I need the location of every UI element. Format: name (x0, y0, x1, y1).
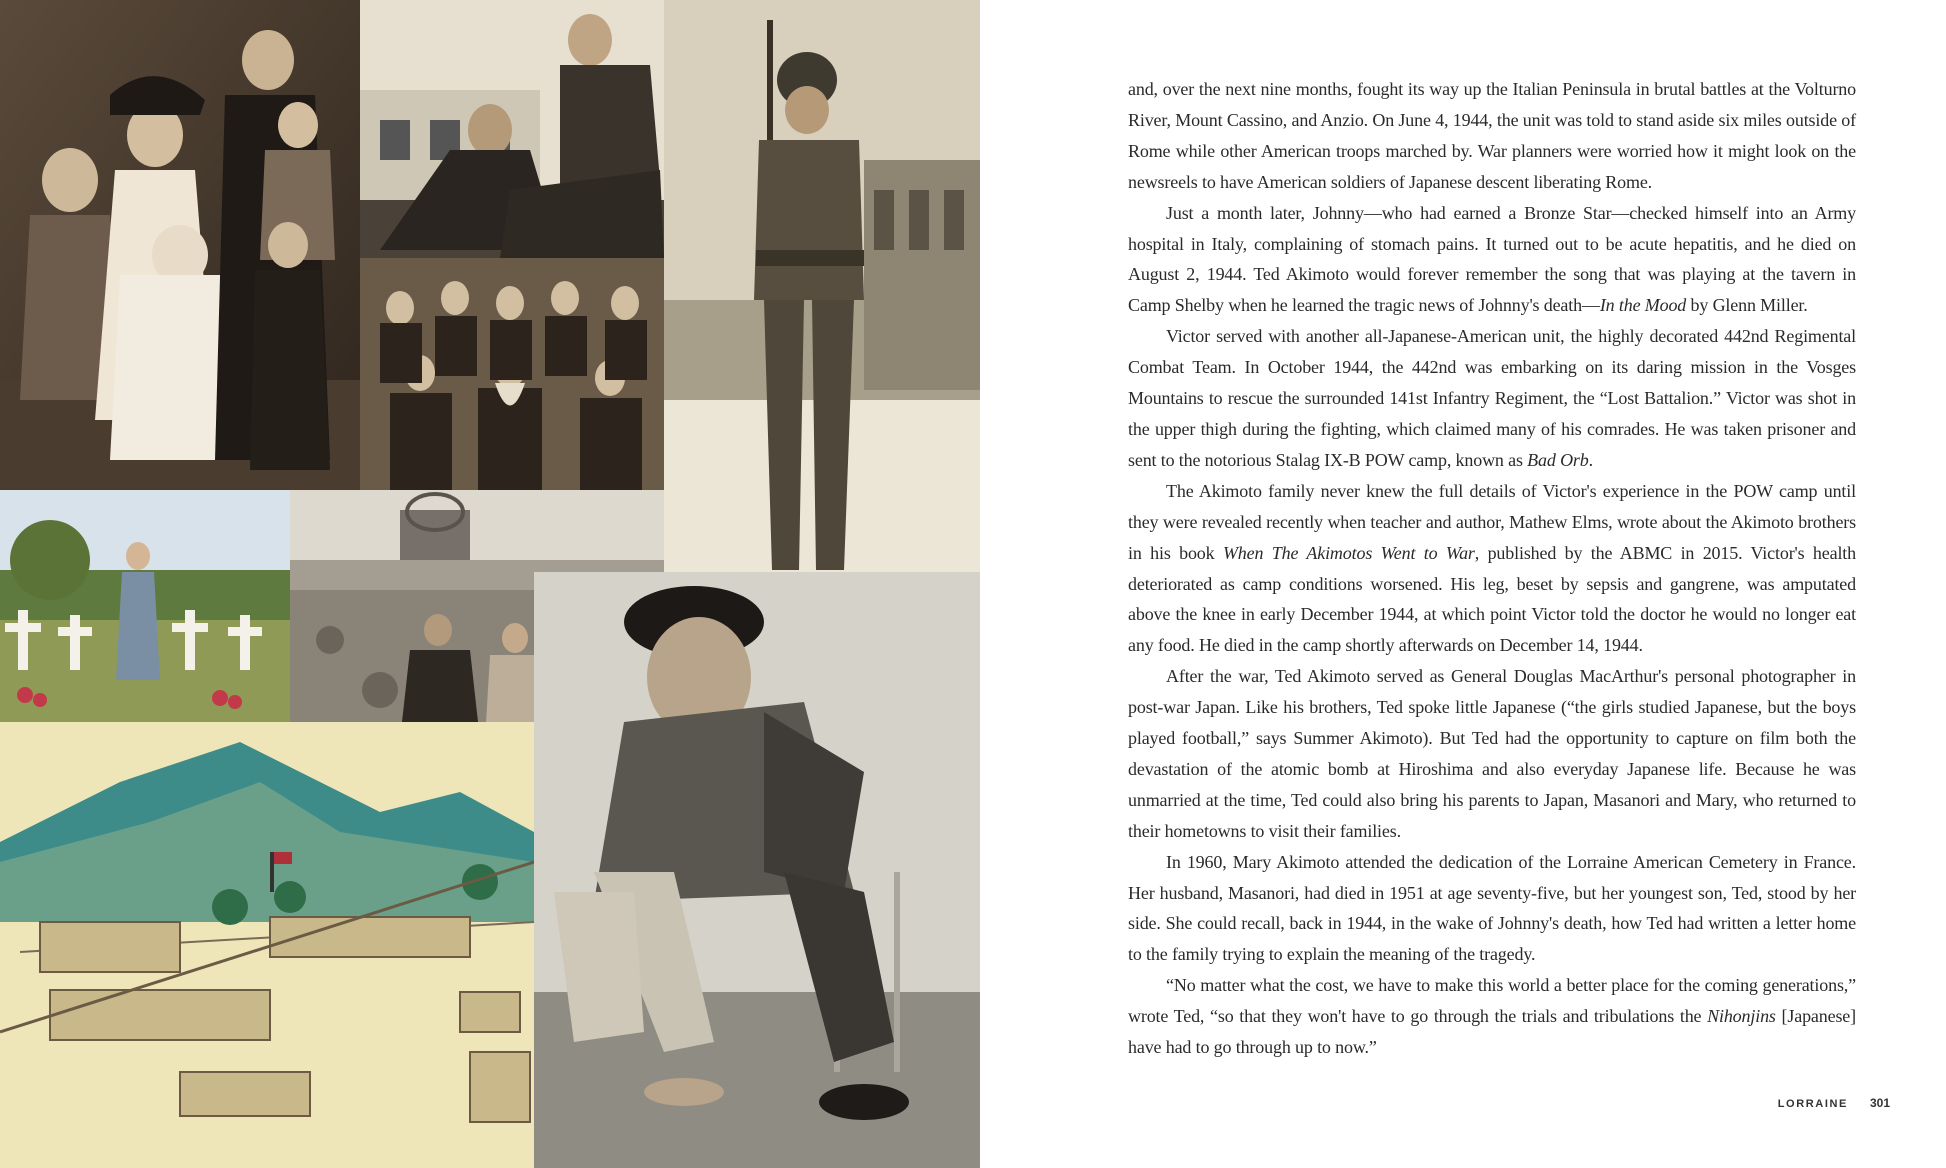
book-title: When The Akimotos Went to War (1222, 542, 1475, 563)
paragraph-2 (1128, 198, 1856, 322)
running-head: LORRAINE (1777, 1098, 1848, 1110)
article-body (1128, 74, 1856, 1063)
page-footer (1760, 1096, 1890, 1110)
nihonjins-word: Nihonjins (1707, 1006, 1776, 1027)
paragraph-1 (1128, 74, 1856, 198)
paragraph-3-text-a: Victor served with another all-Japanese-American unit, the highly decorated 442nd Regimental Combat Team. In October 1944, the 442nd was embarking on its daring mission in the Vosges Mountains to rescue the surrounded 141st Infantry Regiment, the “Lost Battalion.” Victor was shot in the upper thigh during the fighting, which claimed many of his comrades. He was taken prisoner and sent to the notorious Stalag IX-B POW camp, known as (1128, 326, 1856, 470)
paragraph-2-text-b: by Glenn Miller. (1686, 295, 1808, 316)
paragraph-7-text-a: “No matter what the cost, we have to make this world a better place for the coming generations,” wrote Ted, “so that they won't have to go through the trials and tribulations the (1128, 975, 1856, 1027)
paragraph-4-text-a: The Akimoto family never knew the full details of Victor's experience in the POW camp until they were revealed recently when teacher and author, Mathew Elms, wrote about the Akimoto brothers in his book (1128, 480, 1856, 563)
cemetery-visit-photo (0, 490, 290, 722)
camp-painting (0, 722, 534, 1168)
paragraph-4-text-b: , published by the ABMC in 2015. Victor's health deteriorated as camp conditions worsened. His leg, beset by sepsis and gangrene, was amputated above the knee in early December 1944, at which point Victor told the doctor he would no longer eat any food. He died in the camp shortly afterwards on December 14, 1944. (1128, 542, 1856, 656)
text-page (980, 0, 1946, 1168)
camp-name: Bad Orb (1527, 449, 1589, 470)
paragraph-3-text-b: . (1588, 449, 1593, 470)
family-portrait-photo (0, 0, 360, 490)
paragraph-3 (1128, 321, 1856, 476)
paragraph-5-text: After the war, Ted Akimoto served as General Douglas MacArthur's personal photographer in post-war Japan. Like his brothers, Ted spoke little Japanese (“the girls studied Japanese, but the boys played football,” says Summer Akimoto). But Ted had the opportunity to capture on film both the devastation of the atomic bomb at Hiroshima and also everyday Japanese life. Because he was unmarried at the time, Ted could also bring his parents to Japan, Masanori and Mary, who returned to their hometowns to visit their families. (1128, 666, 1856, 841)
soldier-with-rifle-photo (664, 0, 980, 572)
football-player-photo (534, 572, 980, 1168)
paragraph-5 (1128, 661, 1856, 846)
page-number: 301 (1869, 1096, 1890, 1110)
song-title: In the Mood (1599, 295, 1687, 316)
paragraph-6-text: In 1960, Mary Akimoto attended the dedication of the Lorraine American Cemetery in France. Her husband, Masanori, had died in 1951 at age seventy-five, but her youngest son, Ted, stood by her side. She could recall, back in 1944, in the wake of Johnny's death, how Ted had written a letter home to the family trying to explain the meaning of the tragedy. (1128, 851, 1856, 965)
paragraph-1-text: and, over the next nine months, fought its way up the Italian Peninsula in brutal battles at the Volturno River, Mount Cassino, and Anzio. On June 4, 1944, the unit was told to stand aside six miles outside of Rome while other American troops marched by. War planners were worried how it might look on the newsreels to have American soldiers of Japanese descent liberating Rome. (1128, 79, 1856, 192)
paragraph-7 (1128, 970, 1856, 1063)
paragraph-6 (1128, 847, 1856, 971)
paragraph-4 (1128, 476, 1856, 661)
soldiers-relaxing-photo (360, 0, 664, 258)
paragraph-7-text-b: [Japanese] have had to go through up to now.” (1128, 1006, 1856, 1058)
paragraph-2-text-a: Just a month later, Johnny—who had earned a Bronze Star—checked himself into an Army hospital in Italy, complaining of stomach pains. It turned out to be acute hepatitis, and he died on August 2, 1944. Ted Akimoto would forever remember the song that was playing at the tavern in Camp Shelby when he learned the tragic news of Johnny's death— (1128, 202, 1856, 316)
group-of-men-photo (360, 258, 664, 490)
